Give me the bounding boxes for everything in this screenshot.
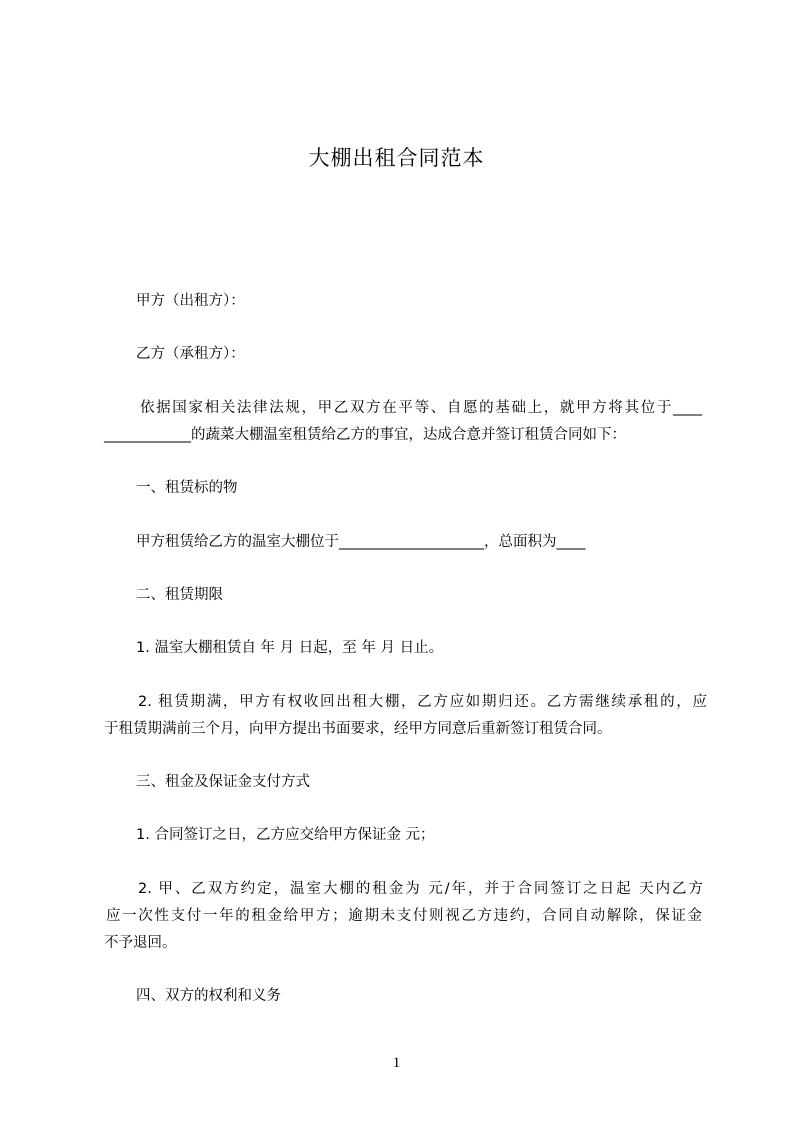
section-3-item-2-line-1: 2. 甲、乙双方约定，温室大棚的租金为 元/年，并于合同签订之日起 天内乙方: [138, 881, 703, 897]
party-a-line: 甲方（出租方）：: [136, 293, 245, 309]
section-3-item-2-line-2: 应一次性支付一年的租金给甲方；逾期未支付则视乙方违约，合同自动解除，保证金: [106, 908, 702, 924]
page-number: 1: [392, 1055, 401, 1071]
section-1-heading: 一、租赁标的物: [136, 480, 238, 496]
section-2-item-2-line-2: 于租赁期满前三个月，向甲方提出书面要求，经甲方同意后重新签订租赁合同。: [104, 721, 612, 737]
intro-paragraph-line-1: 依据国家相关法律法规，甲乙双方在平等、自愿的基础上，就甲方将其位于____: [140, 400, 702, 416]
section-3-heading: 三、租金及保证金支付方式: [136, 774, 310, 790]
document-title: 大棚出租合同范本: [308, 146, 485, 170]
section-4-heading: 四、双方的权利和义务: [136, 988, 281, 1004]
section-1-item: 甲方租赁给乙方的温室大棚位于____________________，总面积为____: [136, 534, 586, 550]
section-2-item-1: 1. 温室大棚租赁自 年 月 日起，至 年 月 日止。: [136, 640, 444, 656]
intro-paragraph-line-2: ____________的蔬菜大棚温室租赁给乙方的事宜，达成合意并签订租赁合同如下：: [104, 427, 626, 443]
section-3-item-2-line-3: 不予退回。: [104, 935, 177, 951]
section-2-item-2-line-1: 2. 租赁期满，甲方有权收回出租大棚，乙方应如期归还。乙方需继续承租的，应: [138, 694, 707, 710]
section-2-heading: 二、租赁期限: [136, 587, 223, 603]
party-b-line: 乙方（承租方）：: [136, 346, 245, 362]
section-3-item-1: 1. 合同签订之日，乙方应交给甲方保证金 元；: [136, 827, 435, 843]
